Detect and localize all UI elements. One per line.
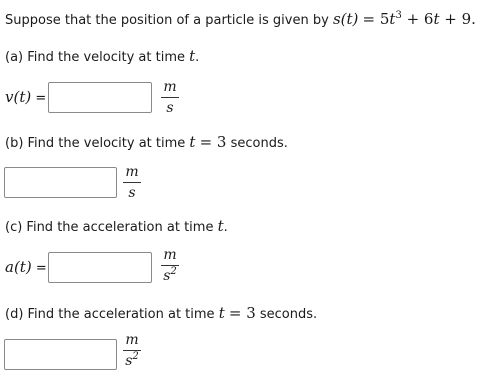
part-a-prompt: (a) Find the velocity at time t. bbox=[5, 47, 200, 65]
unit-m-per-s-squared: m $s^2$ bbox=[119, 332, 145, 369]
fraction-bar bbox=[161, 97, 179, 98]
unit-m-per-s-squared: m $s^2$ bbox=[157, 247, 183, 284]
acceleration-function-label: a(t) = bbox=[5, 258, 47, 276]
acceleration-at-3s-input[interactable] bbox=[4, 339, 117, 370]
acceleration-function-input[interactable] bbox=[48, 252, 152, 283]
unit-m-per-s: m s bbox=[157, 79, 183, 116]
position-function-eq: = $5t^3 + 6t + 9$. bbox=[362, 10, 476, 28]
position-function-label: s(t) bbox=[332, 10, 359, 28]
problem-statement bbox=[5, 10, 476, 30]
velocity-at-3s-input[interactable] bbox=[4, 167, 117, 198]
fraction-bar bbox=[123, 182, 141, 183]
part-c-prompt: (c) Find the acceleration at time t. bbox=[5, 217, 228, 235]
velocity-function-input[interactable] bbox=[48, 82, 152, 113]
unit-m-per-s: m s bbox=[119, 164, 145, 201]
part-b-prompt: (b) Find the velocity at time t = 3 seconds. bbox=[5, 133, 288, 151]
part-d-prompt: (d) Find the acceleration at time t = 3 seconds. bbox=[5, 304, 318, 322]
problem-intro: Suppose that the position of a particle is given by bbox=[5, 13, 329, 28]
velocity-function-label: v(t) = bbox=[5, 88, 47, 106]
